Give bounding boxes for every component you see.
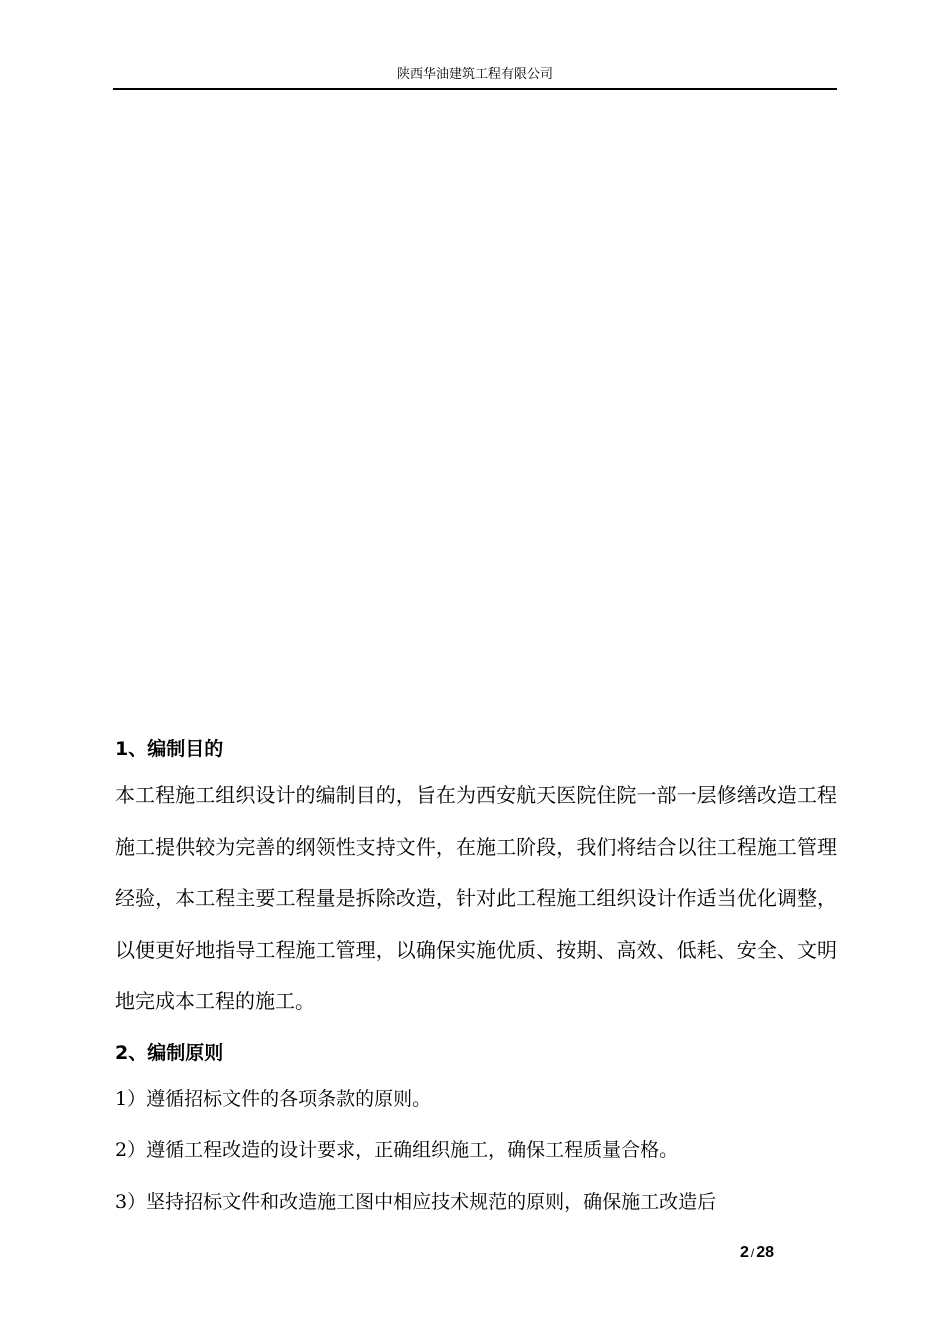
principle-item-1: 1）遵循招标文件的各项条款的原则。 xyxy=(115,1087,432,1110)
section-paragraph-purpose: 本工程施工组织设计的编制目的，旨在为西安航天医院住院一部一层修缮改造工程施工提供较为完善的纲领性支持文件，在施工阶段，我们将结合以往工程施工管理经验，本工程主要工程量是拆除改造，针对此工程施工组织设计作适当优化调整，以便更好地指导工程施工管理，以确保实施优质、按期、高效、低耗、安全、文明地完成本工程的施工。 xyxy=(115,783,837,1013)
document-body xyxy=(115,728,837,1228)
current-page: 2 xyxy=(740,1244,749,1261)
company-name: 陕西华油建筑工程有限公司 xyxy=(396,67,553,82)
principle-item-2: 2）遵循工程改造的设计要求，正确组织施工，确保工程质量合格。 xyxy=(115,1139,679,1161)
total-pages: 28 xyxy=(756,1244,775,1261)
section-heading-principles: 2、编制原则 xyxy=(115,1041,224,1064)
page-number xyxy=(740,1243,774,1263)
page-header xyxy=(113,66,837,90)
page-separator: / xyxy=(750,1246,755,1260)
section-heading-purpose: 1、编制目的 xyxy=(115,738,224,760)
principle-item-3: 3）坚持招标文件和改造施工图中相应技术规范的原则，确保施工改造后 xyxy=(115,1190,717,1213)
